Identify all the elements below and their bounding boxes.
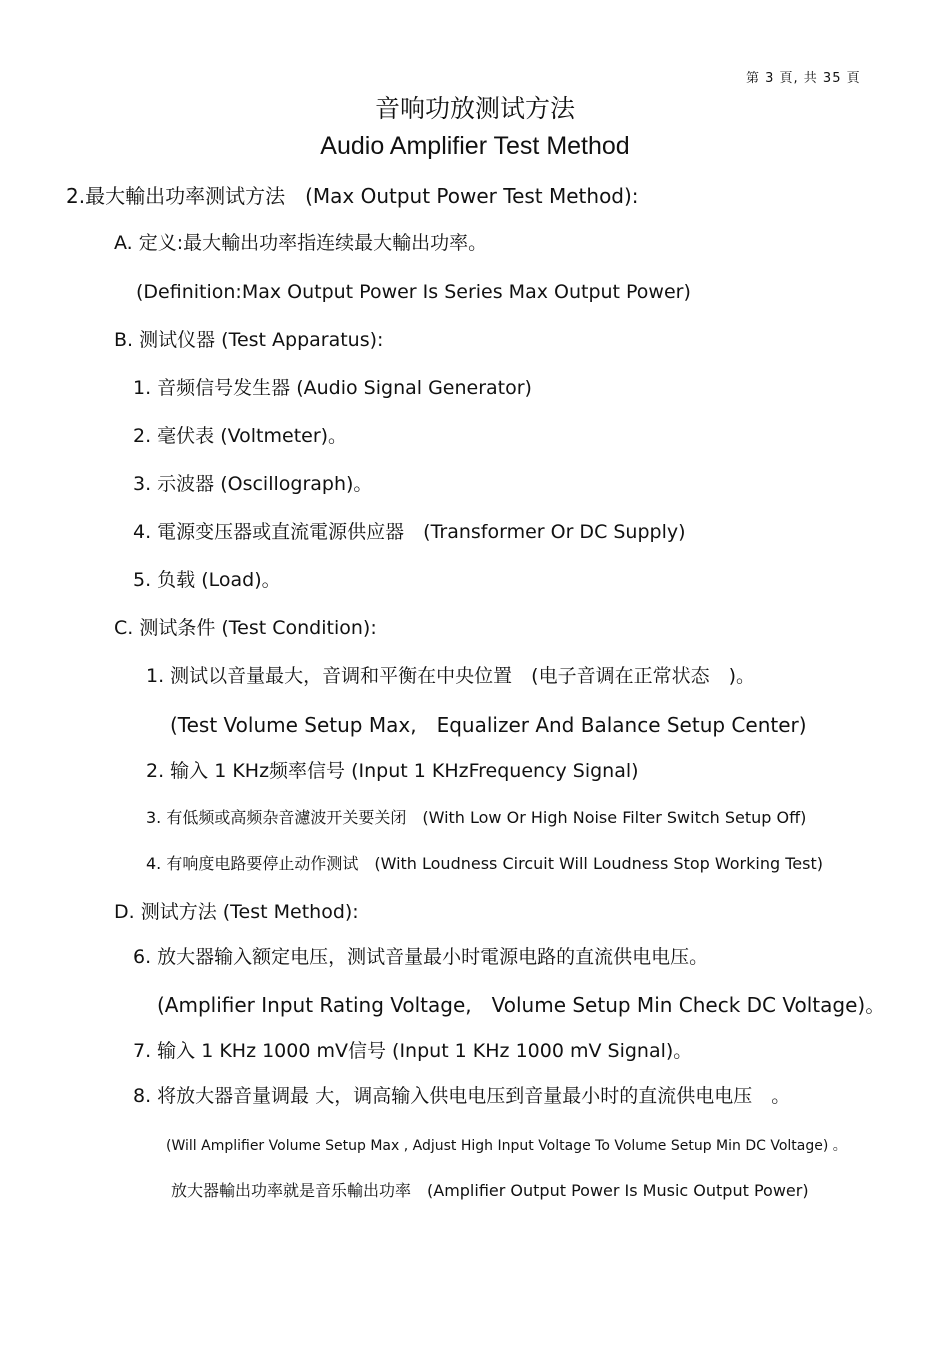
apparatus-item-1: 1. 音频信号发生器 (Audio Signal Generator) xyxy=(133,377,532,399)
title-english: Audio Amplifier Test Method xyxy=(320,132,630,160)
method-heading: D. 测试方法 (Test Method): xyxy=(114,901,359,923)
apparatus-item-4: 4. 電源变压器或直流電源供应器 (Transformer Or DC Supply) xyxy=(133,521,686,543)
method-item-8-english: (Will Amplifier Volume Setup Max , Adjust High Input Voltage To Volume Setup Min DC Voltage) 。 xyxy=(166,1138,847,1154)
title-chinese: 音响功放测试方法 xyxy=(374,94,575,123)
section-heading: 2.最大輸出功率测试方法 (Max Output Power Test Method): xyxy=(66,184,639,208)
condition-item-1-english: (Test Volume Setup Max, Equalizer And Balance Setup Center) xyxy=(170,713,807,737)
condition-item-2: 2. 输入 1 KHz频率信号 (Input 1 KHzFrequency Signal) xyxy=(146,760,639,782)
condition-item-3: 3. 有低频或高频杂音濾波开关要关闭 (With Low Or High Noise Filter Switch Setup Off) xyxy=(146,808,807,827)
definition-english: (Definition:Max Output Power Is Series Max Output Power) xyxy=(136,281,691,303)
apparatus-item-2: 2. 毫伏表 (Voltmeter)。 xyxy=(133,425,348,447)
apparatus-item-3: 3. 示波器 (Oscillograph)。 xyxy=(133,473,373,495)
page-number: 第 3 頁, 共 35 頁 xyxy=(746,71,861,86)
apparatus-heading: B. 测试仪器 (Test Apparatus): xyxy=(114,329,384,351)
condition-heading: C. 测试条件 (Test Condition): xyxy=(114,617,377,639)
method-item-8-chinese: 8. 将放大器音量调最 大，调高输入供电电压到音量最小时的直流供电电压 。 xyxy=(133,1085,791,1107)
method-item-7: 7. 输入 1 KHz 1000 mV信号 (Input 1 KHz 1000 mV Signal)。 xyxy=(133,1040,693,1062)
definition-chinese: A. 定义:最大輸出功率指连续最大輸出功率。 xyxy=(114,232,488,254)
condition-item-4: 4. 有响度电路要停止动作测试 (With Loudness Circuit Will Loudness Stop Working Test) xyxy=(146,854,823,873)
method-item-6-english: (Amplifier Input Rating Voltage, Volume Setup Min Check DC Voltage)。 xyxy=(157,993,886,1017)
method-item-6-chinese: 6. 放大器输入额定电压，测试音量最小时電源电路的直流供电电压。 xyxy=(133,946,709,968)
condition-item-1-chinese: 1. 测试以音量最大，音调和平衡在中央位置 (电子音调在正常状态 )。 xyxy=(146,665,755,687)
apparatus-item-5: 5. 负载 (Load)。 xyxy=(133,569,281,591)
method-item-8-note: 放大器輸出功率就是音乐輸出功率 (Amplifier Output Power Is Music Output Power) xyxy=(171,1181,809,1200)
